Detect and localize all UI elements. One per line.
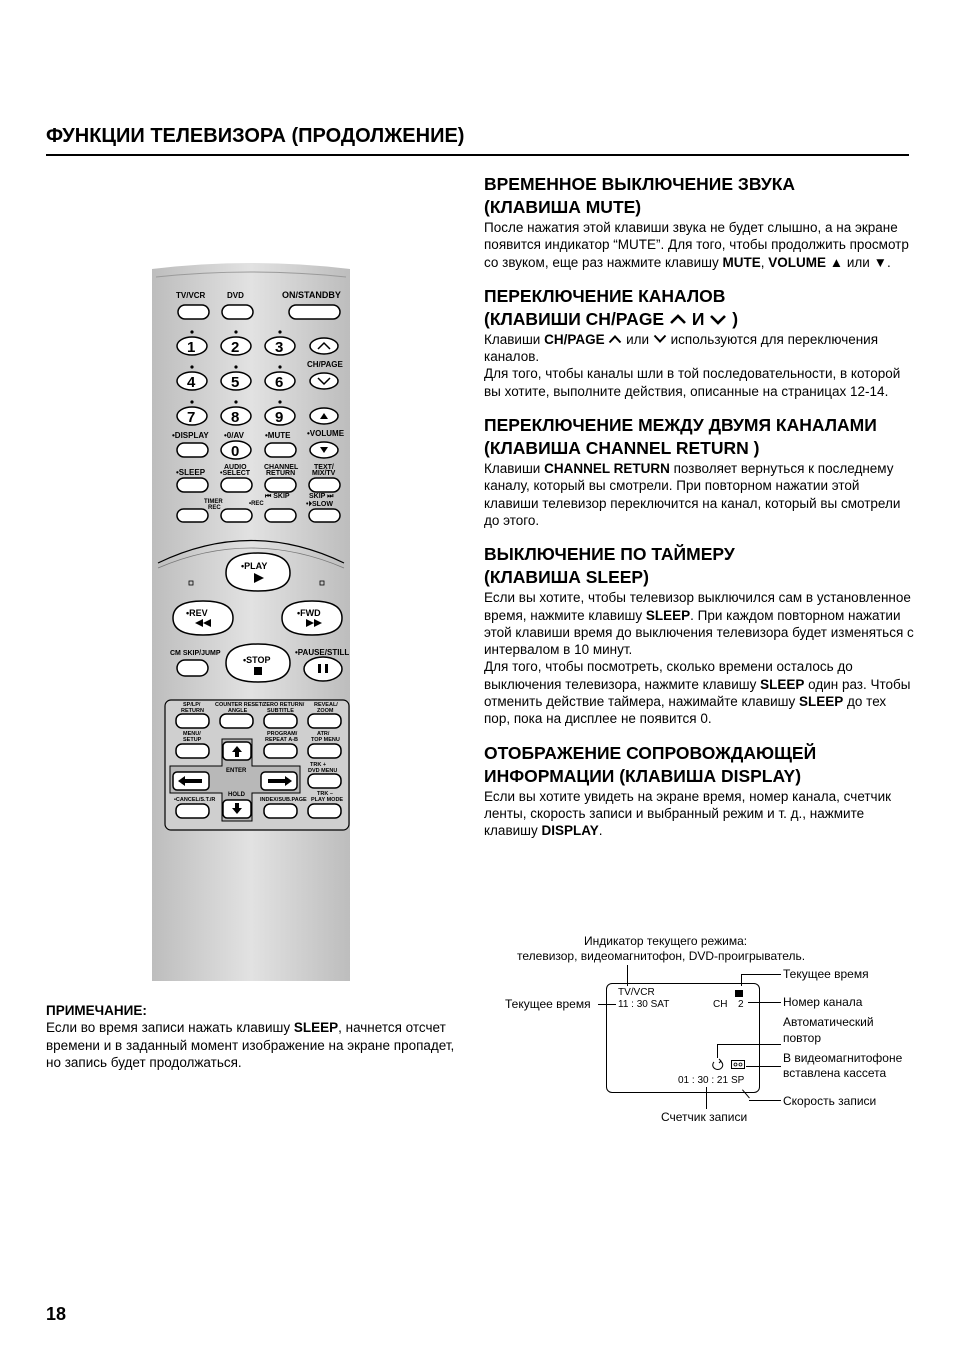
screen-ch: CH (713, 999, 728, 1010)
remote-index-button (264, 804, 297, 818)
remote-reveal-button (308, 714, 341, 728)
remote-label-subtitle: SUBTITLE (267, 708, 294, 714)
remote-digit-1-label: 1 (187, 339, 196, 356)
remote-trk-minus-button (308, 804, 341, 818)
remote-label-timer-rec: REC (208, 505, 221, 511)
remote-channel-return-button (265, 478, 296, 492)
section-channels-title-1: ПЕРЕКЛЮЧЕНИЕ КАНАЛОВ (484, 285, 726, 306)
remote-zero-return-button (264, 714, 297, 728)
diagram-auto-repeat-2: повтор (783, 1031, 821, 1045)
remote-label-index: INDEX/SUB.PAGE (260, 797, 307, 803)
remote-label-tvvcr: TV/VCR (176, 291, 206, 300)
section-display-title-1: ОТОБРАЖЕНИЕ СОПРОВОЖДАЮЩЕЙ (484, 742, 817, 763)
remote-fwd-button (282, 601, 342, 635)
remote-pause-button (304, 657, 342, 681)
note-title: ПРИМЕЧАНИЕ: (46, 1003, 147, 1018)
remote-label-text: TEXT/ (314, 464, 334, 471)
remote-label-atr: ATR/ (317, 731, 330, 737)
section-mute-title-2: (КЛАВИША MUTE) (484, 197, 642, 217)
remote-label-program: PROGRAM/ (267, 731, 298, 737)
remote-label-slow: •⏵SLOW (306, 501, 333, 508)
remote-label-splp: SP/LP/ (183, 702, 201, 708)
section-mute-title-1: ВРЕМЕННОЕ ВЫКЛЮЧЕНИЕ ЗВУКА (484, 174, 796, 194)
section-channels-title-2: (КЛАВИШИ CH/PAGE (484, 308, 665, 329)
right-column (484, 173, 914, 854)
diagram-mode-label-2: телевизор, видеомагнитофон, DVD-проигрыватель. (517, 949, 806, 963)
remote-mute-button (265, 443, 296, 457)
remote-label-channel: CHANNEL (264, 464, 299, 471)
remote-label-cm-skip: CM SKIP/JUMP (170, 650, 221, 657)
remote-rev-button (173, 601, 233, 635)
remote-label-on-standby: ON/STANDBY (282, 290, 341, 300)
remote-text-button (309, 478, 340, 492)
note-text: Если во время записи нажать клавишу SLEEP, начнется отсчет времени и в заданный момент изображение на экране пропадет, но запись будет продолжаться. (46, 1020, 455, 1070)
remote-number-pad (177, 330, 295, 426)
remote-label-play: •PLAY (241, 561, 268, 571)
remote-trk-plus-button (308, 774, 341, 788)
diagram-cassette-1: В видеомагнитофоне (783, 1051, 903, 1065)
remote-digit-0-label: 0 (231, 443, 240, 460)
remote-label-splp-return: RETURN (181, 708, 204, 714)
diagram-cassette-2: вставлена кассета (783, 1066, 887, 1080)
remote-digit-6-label: 6 (275, 374, 284, 391)
remote-digit-5-label: 5 (231, 374, 240, 391)
diagram-counter: Счетчик записи (661, 1110, 748, 1124)
section-display-title-2: ИНФОРМАЦИИ (КЛАВИША DISPLAY) (484, 765, 802, 786)
remote-audio-select-button (221, 478, 252, 492)
remote-sleep-button (177, 478, 208, 492)
remote-splp-button (176, 714, 209, 728)
remote-label-timer: TIMER (204, 499, 223, 505)
remote-label-sleep: •SLEEP (176, 468, 206, 477)
screen-ch-number: 2 (738, 999, 744, 1010)
remote-label-zoom: ZOOM (317, 708, 334, 714)
chevron-down-icon (709, 313, 727, 325)
remote-label-mute: •MUTE (265, 431, 291, 440)
section-channel-return-title-1: ПЕРЕКЛЮЧЕНИЕ МЕЖДУ ДВУМЯ КАНАЛАМИ (484, 415, 877, 436)
remote-timer-rec-button (177, 509, 208, 522)
title-rule (46, 154, 909, 156)
remote-label-ch-page: CH/PAGE (307, 360, 343, 369)
section-sleep-text: Если вы хотите, чтобы телевизор выключился сам в установленное время, нажмите клавишу SLEEP. При каждом повторном нажатии этой клавиши время до выключения телевизора будет изменяться с интервалом в 10 минут. Для того, чтобы посмотреть, сколько времени осталось до выключения телевизора, нажмите клавишу SLEEP один раз. Чтобы отменить действие таймера, нажимайте клавишу SLEEP до тех пор, пока на дисплее не появится 0. (484, 590, 914, 727)
remote-tvvcr-button (178, 305, 209, 319)
remote-ch-down (310, 373, 338, 389)
remote-label-dvd-menu: DVD MENU (308, 768, 338, 774)
section-mute (484, 173, 914, 271)
page-title: ФУНКЦИИ ТЕЛЕВИЗОРА (ПРОДОЛЖЕНИЕ) (46, 125, 465, 147)
screen-square-icon (735, 990, 743, 997)
remote-label-trk-minus: TRK – (317, 791, 333, 797)
remote-skip-back-button (265, 509, 296, 522)
screen-mode: TV/VCR (618, 987, 655, 998)
remote-label-hold: HOLD (228, 792, 245, 798)
remote-label-angle: ANGLE (228, 708, 248, 714)
remote-digit-3-label: 3 (275, 339, 284, 356)
remote-label-audio: AUDIO (224, 464, 247, 471)
diagram-current-time-left: Текущее время (505, 997, 591, 1011)
section-channel-return-title-2: (КЛАВИША CHANNEL RETURN ) (484, 438, 760, 459)
note (46, 1002, 466, 1071)
remote-stop-icon (254, 667, 262, 675)
screen-speed: SP (731, 1075, 745, 1086)
section-mute-text: После нажатия этой клавиши звука не будет слышно, а на экране появится индикатор “MUTE”. Для того, чтобы продолжить просмотр со звуком, еще раз нажмите клавишу MUTE, VOLUME ▲ или ▼. (484, 220, 909, 270)
remote-label-play-mode: PLAY MODE (311, 797, 344, 803)
section-display-text: Если вы хотите увидеть на экране время, номер канала, счетчик ленты, скорость записи и выбранный режим и т. д., нажмите клавишу DISPLAY. (484, 788, 892, 839)
remote-digit-2-label: 2 (231, 339, 240, 356)
remote-on-standby-button (289, 305, 340, 319)
cassette-icon (731, 1060, 745, 1069)
section-channel-return (484, 414, 914, 529)
page-number: 18 (46, 1304, 67, 1324)
section-display (484, 742, 914, 840)
remote-label-skip-back: ⏮ SKIP (265, 493, 290, 500)
remote-digit-4-label: 4 (187, 374, 196, 391)
remote-atr-button (308, 744, 341, 758)
remote-cancel-button (176, 804, 209, 818)
diagram-channel-number: Номер канала (783, 995, 863, 1009)
remote-digit-8-label: 8 (231, 409, 240, 426)
diagram-current-time-right: Текущее время (783, 967, 869, 981)
diagram-speed: Скорость записи (783, 1094, 877, 1108)
chevron-up-small-icon (608, 334, 622, 344)
remote-label-display: •DISPLAY (172, 431, 209, 440)
remote-skip-fwd-button (309, 509, 340, 522)
remote-label-stop: •STOP (243, 655, 271, 665)
remote-label-return: RETURN (266, 470, 296, 477)
chevron-down-small-icon (653, 334, 667, 344)
remote-label-rev: •REV (186, 608, 208, 618)
remote-counter-reset-button (220, 714, 253, 728)
chevron-up-icon (669, 313, 687, 325)
screen-time: 11 : 30 SAT (618, 999, 670, 1010)
section-channels-text: Клавиши CH/PAGE или используются для переключения каналов. Для того, чтобы каналы шли в той последовательности, в которой вы хотите, выполните действия, описанные на страницах 12-14. (484, 331, 901, 399)
osd-screen (606, 983, 760, 1093)
remote-label-top-menu: TOP MENU (311, 737, 340, 743)
remote-rec-button (221, 509, 252, 522)
section-sleep (484, 543, 914, 727)
remote-label-cancel: •CANCEL/S.T./R (174, 797, 216, 803)
remote-dvd-button (222, 305, 253, 319)
section-channel-return-text: Клавиши CHANNEL RETURN позволяет вернуться к последнему каналу, который вы смотрели. При повторном нажатии этой клавиши телевизор переключится на канал, который вы смотрели до этого. (484, 461, 901, 528)
section-channels: ПЕРЕКЛЮЧЕНИЕ КАНАЛОВ (КЛАВИШИ CH/PAGE И ) Клавиши CH/PAGE или используются для переключения каналов. Для того, чтобы каналы шли в той последовательности, в которой вы хотите, выполните действия, описанные на страницах 12-14. (484, 285, 914, 400)
remote-label-trk-plus: TRK + (310, 762, 327, 768)
repeat-icon (711, 1058, 725, 1070)
remote-label-zero-return: ZERO RETURN/ (263, 702, 305, 708)
remote-label-reveal: REVEAL/ (314, 702, 338, 708)
remote-label-select: •SELECT (220, 470, 251, 477)
remote-label-repeat: REPEAT A-B (265, 737, 298, 743)
remote-label-volume: •VOLUME (307, 429, 345, 438)
section-sleep-title-2: (КЛАВИША SLEEP) (484, 567, 649, 588)
remote-menu-button (176, 744, 209, 758)
remote-label-enter: ENTER (226, 768, 247, 774)
diagram-auto-repeat-1: Автоматический (783, 1015, 874, 1029)
remote-label-counter-reset: COUNTER RESET/ (215, 702, 264, 708)
remote-label-skip-fwd: SKIP ⏭ (309, 493, 334, 500)
remote-program-button (264, 744, 297, 758)
diagram-mode-label-1: Индикатор текущего режима: (584, 934, 748, 948)
remote-cm-skip-button (177, 660, 208, 676)
remote-control-illustration (148, 263, 354, 988)
screen-counter: 01 : 30 : 21 (678, 1075, 729, 1086)
remote-label-dvd: DVD (227, 291, 244, 300)
remote-label-menu: MENU/ (183, 731, 201, 737)
remote-label-pause: •PAUSE/STILL (295, 648, 350, 657)
remote-play-button (226, 553, 290, 591)
remote-label-zero-av: •0/AV (224, 431, 244, 440)
remote-digit-9-label: 9 (275, 409, 284, 426)
remote-ch-up (310, 338, 338, 354)
remote-label-fwd: •FWD (297, 608, 321, 618)
remote-label-rec: •REC (249, 501, 264, 507)
remote-label-mixtv: MIX/TV (312, 470, 336, 477)
remote-digit-7-label: 7 (187, 409, 196, 426)
remote-label-setup: SETUP (183, 737, 202, 743)
section-sleep-title-1: ВЫКЛЮЧЕНИЕ ПО ТАЙМЕРУ (484, 544, 735, 565)
remote-display-button (177, 443, 208, 457)
